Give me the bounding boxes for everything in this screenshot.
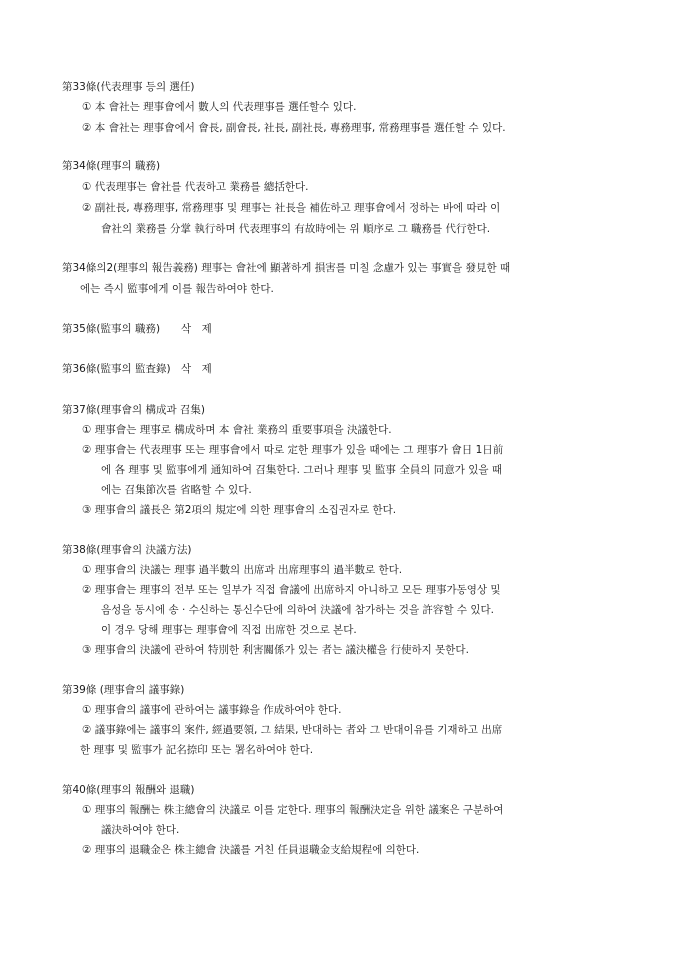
article-40-item-2: ② 理事의 退職金은 株主總會 決議를 거친 任員退職金支給規程에 의한다. [82,844,420,856]
article-37-item-1: ① 理事會는 理事로 構成하며 本 會社 業務의 重要事項을 決議한다. [82,424,392,436]
article-36-heading: 第36條(監事의 監査錄) 삭 제 [62,363,212,375]
article-40-item-1-cont: 議決하여야 한다. [101,824,180,836]
article-33-item-1: ① 本 會社는 理事會에서 數人의 代表理事를 選任할수 있다. [82,101,357,113]
article-34-item-2-cont: 會社의 業務를 分掌 執行하며 代表理事의 有故時에는 위 順序로 그 職務를 代行한다. [101,223,491,235]
article-35-heading: 第35條(監事의 職務) 삭 제 [62,323,212,335]
article-38-item-1: ① 理事會의 決議는 理事 過半數의 出席과 出席理事의 過半數로 한다. [82,564,403,576]
article-39-item-1: ① 理事會의 議事에 관하여는 議事錄을 作成하여야 한다. [82,704,342,716]
article-34-2-heading: 第34條의2(理事의 報告義務) 理事는 會社에 顯著하게 損害를 미칠 念慮가 있는 事實을 發見한 때 [62,262,511,274]
article-39-heading: 第39條 (理事會의 議事錄) [62,684,185,696]
article-37-item-2-cont-2: 에는 召集節次를 省略할 수 있다. [101,484,252,496]
article-38-heading: 第38條(理事會의 決議方法) [62,544,192,556]
article-34-heading: 第34條(理事의 職務) [62,160,161,172]
article-37-heading: 第37條(理事會의 構成과 召集) [62,404,206,416]
article-39-item-2-cont: 한 理事 및 監事가 記名捺印 또는 署名하여야 한다. [80,744,314,756]
article-37-item-2-cont-1: 에 各 理事 및 監事에게 通知하여 召集한다. 그러나 理事 및 監事 全員의 同意가 있을 때 [101,464,502,476]
article-33-item-2: ② 本 會社는 理事會에서 會長, 副會長, 社長, 副社長, 專務理事, 常務理事를 選任할 수 있다. [82,122,506,134]
article-40-heading: 第40條(理事의 報酬와 退職) [62,784,195,796]
article-34-item-2: ② 副社長, 專務理事, 常務理事 및 理事는 社長을 補佐하고 理事會에서 정하는 바에 따라 이 [82,202,501,214]
article-38-item-2-cont-1: 음성을 동시에 송 · 수신하는 통신수단에 의하여 決議에 참가하는 것을 許容할 수 있다. [101,604,495,616]
article-37-item-2: ② 理事會는 代表理事 또는 理事會에서 따로 定한 理事가 있을 때에는 그 理事가 會日 1日前 [82,444,504,456]
article-38-item-2: ② 理事會는 理事의 전부 또는 일부가 직접 會議에 出席하지 아니하고 모든 理事가동영상 및 [82,584,501,596]
article-40-item-1: ① 理事의 報酬는 株主總會의 決議로 이를 定한다. 理事의 報酬決定을 위한 議案은 구분하여 [82,804,504,816]
article-38-item-2-cont-2: 이 경우 당해 理事는 理事會에 직접 出席한 것으로 본다. [101,624,357,636]
article-37-item-3: ③ 理事會의 議長은 第2項의 規定에 의한 理事會의 소집권자로 한다. [82,504,397,516]
article-34-item-1: ① 代表理事는 會社를 代表하고 業務를 總括한다. [82,181,309,193]
article-38-item-3: ③ 理事會의 決議에 관하여 特別한 利害關係가 있는 者는 議決權을 行使하지 못한다. [82,644,469,656]
article-33-heading: 第33條(代表理事 등의 選任) [62,81,195,93]
article-39-item-2: ② 議事錄에는 議事의 案件, 經過要領, 그 結果, 반대하는 者와 그 반대이유를 기재하고 出席 [82,724,503,736]
article-34-2-cont: 에는 즉시 監事에게 이를 報告하여야 한다. [80,283,274,295]
